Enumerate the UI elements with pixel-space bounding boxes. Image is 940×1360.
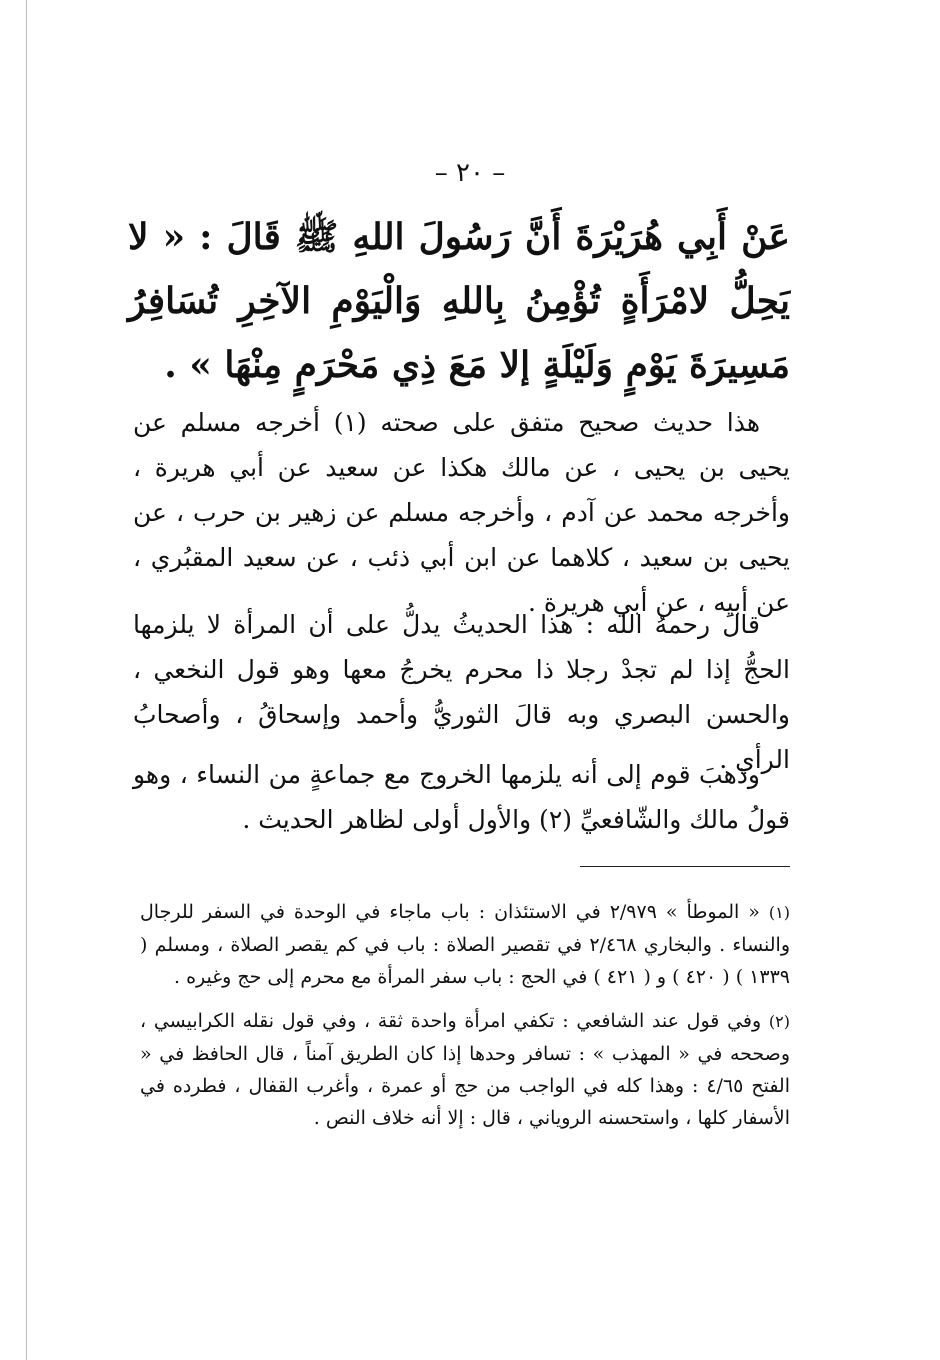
page-edge-line: [26, 0, 27, 1360]
footnote-1-marker: (١): [768, 903, 790, 922]
footnote-1: [140, 896, 790, 993]
footnote-2: [140, 1005, 790, 1134]
hadith-text: عَنْ أَبِي هُرَيْرَةَ أَنَّ رَسُولَ اللهِ ﷺ قَالَ : « لا يَحِلُّ لامْرَأَةٍ تُؤْمِنُ بِاللهِ وَالْيَوْمِ الآخِرِ تُسَافِرُ مَسِيرَةَ يَوْمٍ وَلَيْلَةٍ إلا مَعَ ذِي مَحْرَمٍ مِنْهَا » .: [128, 216, 790, 386]
footnotes-block: [140, 896, 790, 1146]
hadith-text-block: [128, 205, 790, 397]
paragraph-text: وذهبَ قوم إلى أنه يلزمها الخروج مع جماعةٍ من النساء ، وهو قولُ مالك والشّافعيِّ (٢) والأول أولى لظاهر الحديث .: [133, 760, 790, 834]
footnote-2-marker: (٢): [768, 1012, 791, 1031]
paragraph-text: قالَ رحمهُ الله : هذا الحديثُ يدلُّ على أن المرأة لا يلزمها الحجُّ إذا لم تجدْ رجلا ذا محرم يخرجُ معها وهو قول النخعي ، والحسن البصري وبه قالَ الثوريُّ وأحمد وإسحاقُ ، وأصحابُ الرأي .: [133, 610, 790, 774]
commentary-paragraph-3: [133, 752, 790, 842]
commentary-paragraph-1: [133, 400, 790, 625]
footnote-1-text: « الموطأ » ٢/٩٧٩ في الاستئذان : باب ماجاء في الوحدة في السفر للرجال والنساء . والبخاري ٢/٤٦٨ في تقصير الصلاة : باب في كم يقصر الصلاة ، ومسلم ( ١٣٣٩ ) ( ٤٢٠ ) و ( ٤٢١ ) في الحج : باب سفر المرأة مع محرم إلى حج وغيره .: [140, 901, 790, 988]
footnote-2-text: وفي قول عند الشافعي : تكفي امرأة واحدة ثقة ، وفي قول نقله الكرابيسي ، وصححه في « المهذب » : تسافر وحدها إذا كان الطريق آمناً ، قال الحافظ في « الفتح ٤/٦٥ : وهذا كله في الواجب من حج أو عمرة ، وأغرب القفال ، فطرده في الأسفار كلها ، واستحسنه الروياني ، قال : إلا أنه خلاف النص .: [140, 1010, 790, 1129]
page-number: – ٢٠ –: [434, 158, 506, 188]
footnote-divider: [580, 866, 790, 867]
paragraph-text: هذا حديث صحيح متفق على صحته (١) أخرجه مسلم عن يحيى بن يحيى ، عن مالك هكذا عن سعيد عن أبي هريرة ، وأخرجه محمد عن آدم ، وأخرجه مسلم عن زهير بن حرب ، عن يحيى بن سعيد ، كلاهما عن ابن أبي ذئب ، عن سعيد المقبُري ، عن أبيه ، عن أبي هريرة .: [133, 408, 790, 617]
